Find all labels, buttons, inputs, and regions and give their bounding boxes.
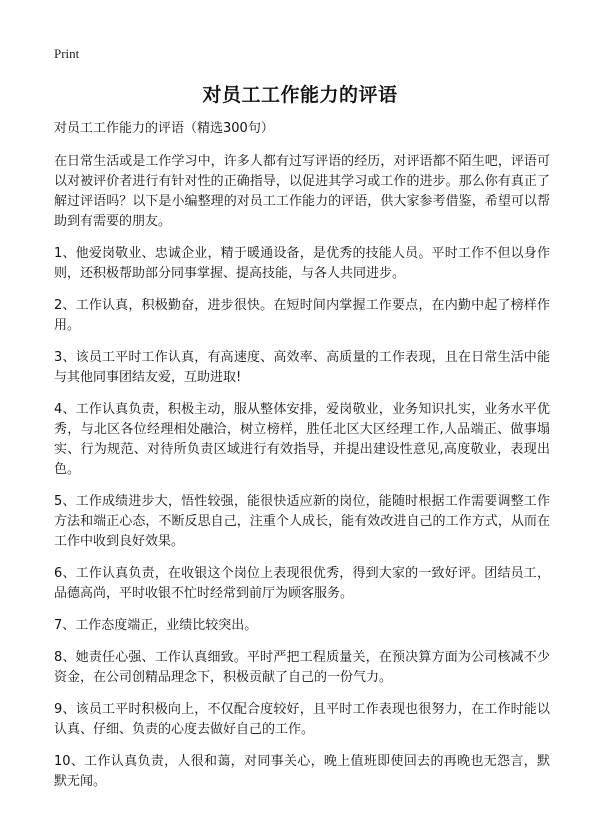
print-link[interactable]: Print [54,46,80,61]
list-item: 1、他爱岗敬业、忠诚企业，精于暖通设备，是优秀的技能人员。平时工作不但以身作则，还积极帮助部分同事掌握、提高技能，与各人共同进步。 [54,246,550,281]
list-item: 10、工作认真负责，人很和蔼，对同事关心，晚上值班即使回去的再晚也无怨言，默默无闻。 [54,754,550,789]
document-subtitle: 对员工工作能力的评语（精选300句） [54,121,274,136]
page-title: 对员工工作能力的评语 [202,84,398,106]
list-item: 5、工作成绩进步大，悟性较强，能很快适应新的岗位，能随时根据工作需要调整工作方法和端正心态，不断反思自己，注重个人成长，能有效改进自己的工作方式，从而在工作中收到良好效果。 [54,494,550,549]
list-item: 7、工作态度端正，业绩比较突出。 [54,618,258,633]
list-item: 8、她责任心强、工作认真细致。平时严把工程质量关，在预决算方面为公司核减不少资金，在公司创精品理念下，积极贡献了自己的一份气力。 [54,650,550,685]
list-item: 3、该员工平时工作认真，有高速度、高效率、高质量的工作表现，且在日常生活中能与其他同事团结友爱，互助进取! [54,350,550,385]
list-item: 9、该员工平时积极向上，不仅配合度较好，且平时工作表现也很努力，在工作时能以认真、仔细、负责的心度去做好自己的工作。 [54,702,550,737]
document-body [54,120,550,804]
list-item: 2、工作认真，积极勤奋，进步很快。在短时间内掌握工作要点，在内勤中起了榜样作用。 [54,298,550,333]
intro-paragraph: 在日常生活或是工作学习中，许多人都有过写评语的经历，对评语都不陌生吧，评语可以对被评价者进行有针对性的正确指导，以促进其学习或工作的进步。那么你有真正了解过评语吗？以下是小编整理的对员工工作能力的评语，供大家参考借鉴，希望可以帮助到有需要的朋友。 [54,154,550,229]
list-item: 6、工作认真负责，在收银这个岗位上表现很优秀，得到大家的一致好评。团结员工，品德高尚，平时收银不忙时经常到前厅为顾客服务。 [54,566,550,601]
list-item: 4、工作认真负责，积极主动，服从整体安排，爱岗敬业，业务知识扎实，业务水平优秀，与北区各位经理相处融洽，树立榜样，胜任北区大区经理工作,人品端正、做事塌实、行为规范、对待所负责区域进行有效指导，并提出建设性意见,高度敬业，表现出色。 [54,402,550,477]
